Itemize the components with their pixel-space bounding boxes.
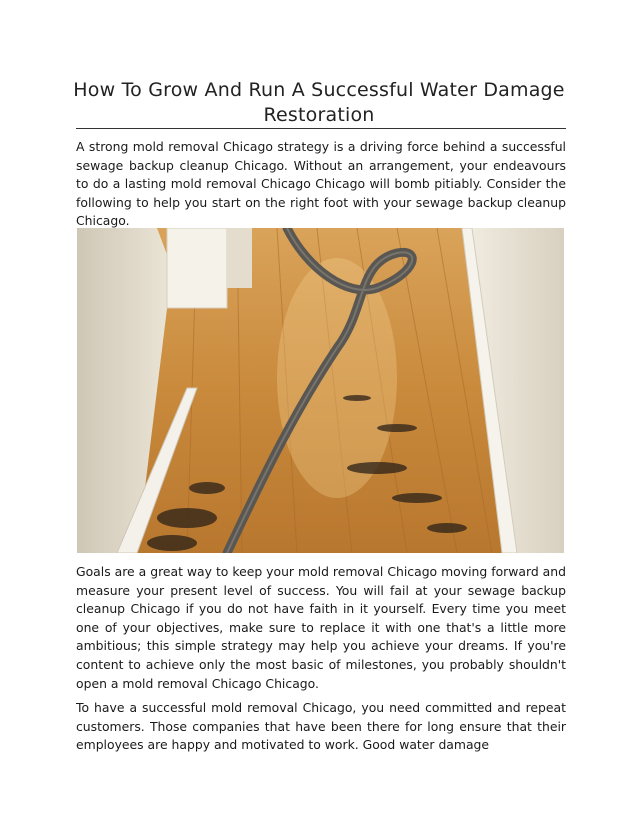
paragraph-goals: Goals are a great way to keep your mold removal Chicago moving forward and measure your present level of success. You will fail at your sewage backup cleanup Chicago if you do not have faith in it yourself. Every time you meet one of your objectives, make sure to replace it with one that's a little more ambitious; this simple strategy may help you achieve your dreams. If you're content to achieve only the most basic of milestones, you probably shouldn't open a mold removal Chicago Chicago. [76,564,566,691]
hallway-floor-photo [77,228,564,553]
page-title: How To Grow And Run A Successful Water Damage Restoration [73,79,565,126]
paragraph-intro: A strong mold removal Chicago strategy is a driving force behind a successful sewage backup cleanup Chicago. Without an arrangement, your endeavours to do a lasting mold removal Chicago Chicago will bomb pitiably. Consider the following to help you start on the right foot with your sewage backup cleanup Chicago. [76,139,566,229]
title-divider [76,128,566,129]
paragraph-customers: To have a successful mold removal Chicago, you need committed and repeat customers. Those companies that have been there for long ensure that their employees are happy and motivated to work. Good water damage [76,700,566,753]
